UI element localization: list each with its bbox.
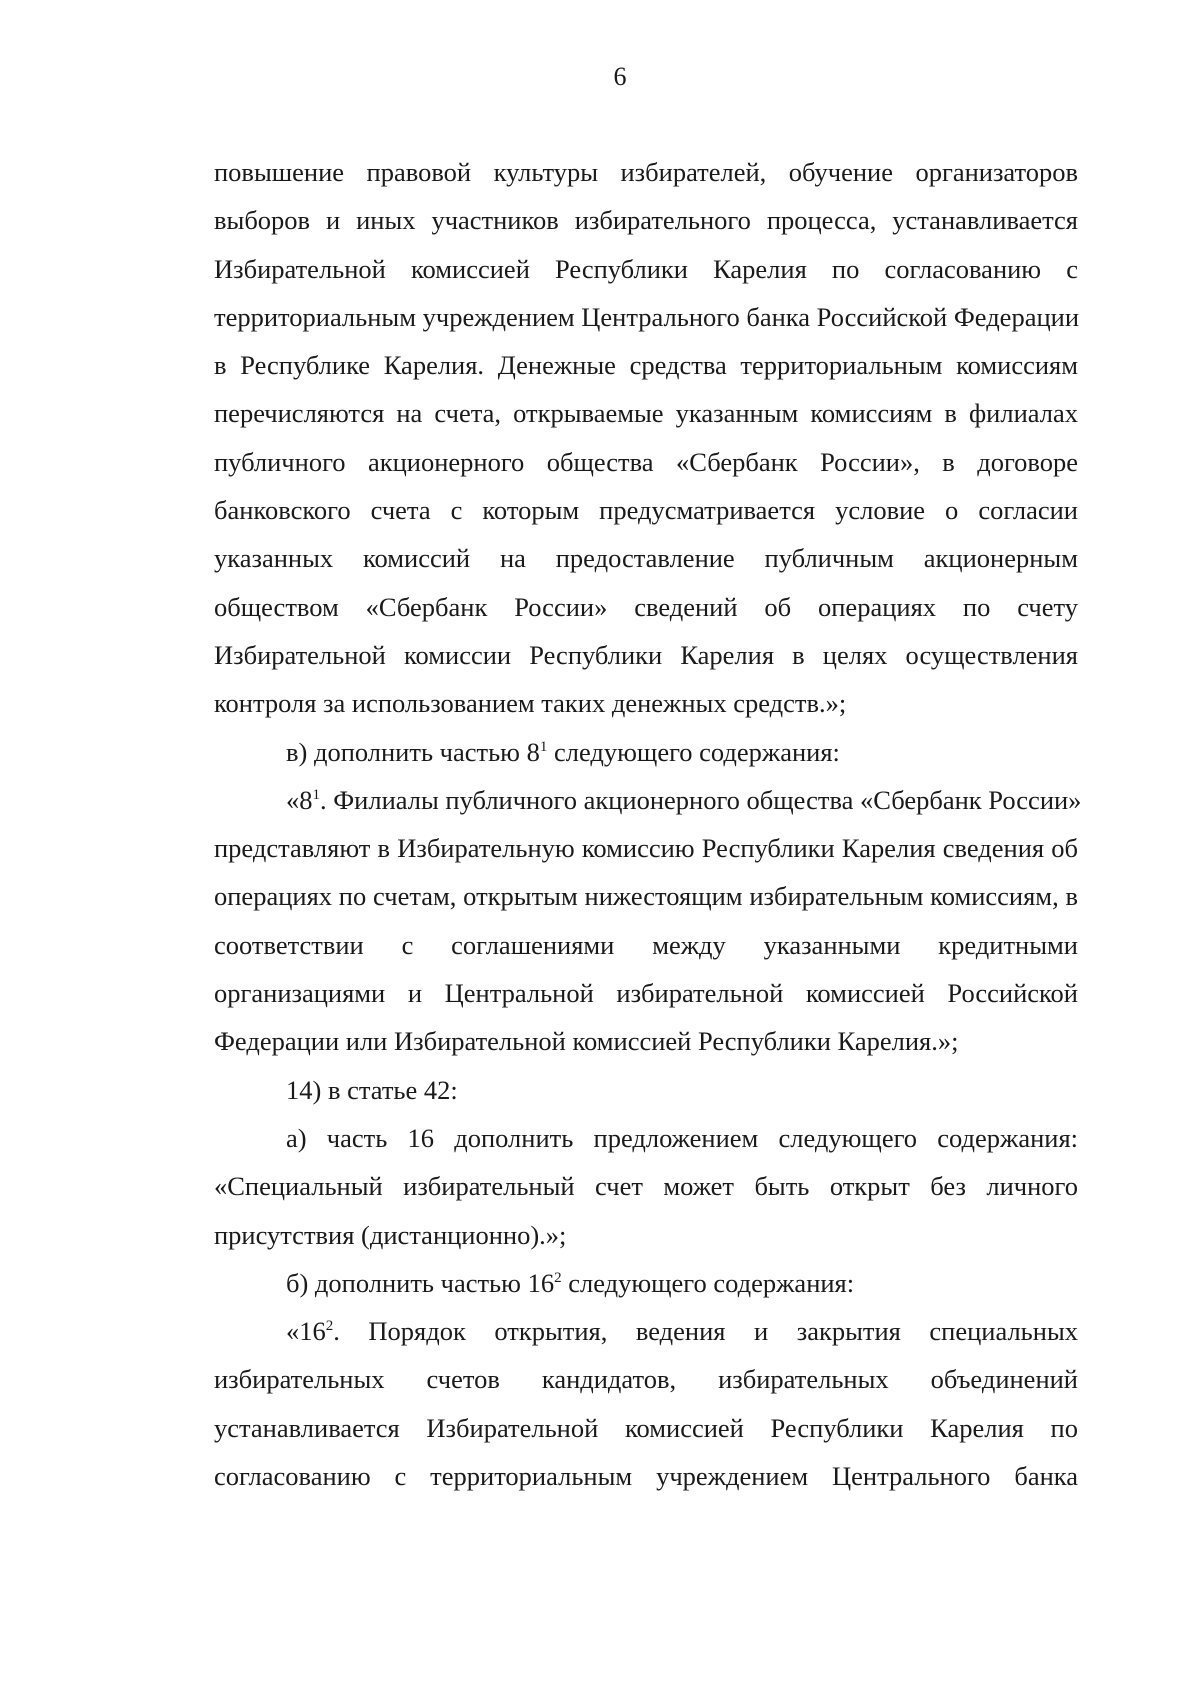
superscript: 2 [554,1270,562,1286]
text-line [214,196,1078,244]
superscript: 2 [325,1318,334,1335]
text-line-main: а) часть 16 дополнить предложением следующего содержания: [286,1122,1078,1153]
text-line [214,1017,1078,1065]
text-line [214,1066,1078,1114]
text-line [214,1211,1078,1259]
text-line-main: 14) в статье 42: [286,1074,458,1105]
text-line [214,1355,1078,1403]
text-line-main: согласованию с территориальным учреждением Центрального банка [214,1461,1078,1492]
text-line-main: Федерации или Избирательной комиссией Республики Карелия.»; [214,1026,959,1057]
text-line-main: контроля за использованием таких денежных средств.»; [214,688,847,719]
text-line-main: банковского счета с которым предусматривается условие о согласии [214,495,1078,526]
text-line-main: операциях по счетам, открытым нижестоящим избирательным комиссиям, в [214,881,1078,912]
text-line [214,583,1078,631]
text-line [214,824,1078,872]
text-line-main: организациями и Центральной избирательной комиссией Российской [214,978,1078,1009]
text-line-main: обществом «Сбербанк России» сведений об операциях по счету [214,591,1078,622]
text-line [214,728,1078,776]
text-line-main: избирательных счетов кандидатов, избирательных объединений [214,1364,1078,1395]
text-line [214,1307,1078,1355]
text-line [214,1452,1078,1500]
text-line-continuation: следующего содержания: [547,736,840,767]
text-line-main: «16 [286,1316,326,1347]
text-line [214,1114,1078,1162]
text-line-continuation: следующего содержания: [561,1267,855,1298]
text-line [214,631,1078,679]
text-line-main: выборов и иных участников избирательного процесса, устанавливается [214,205,1078,236]
text-line [214,486,1078,534]
text-line-main: публичного акционерного общества «Сбербанк России», в договоре [214,446,1078,477]
text-line-main: «8 [286,784,313,815]
text-line [214,341,1078,389]
text-line-main: устанавливается Избирательной комиссией Республики Карелия по [214,1412,1078,1443]
text-line [214,872,1078,920]
text-line [214,1259,1078,1307]
text-line-continuation: . Порядок открытия, ведения и закрытия специальных [333,1316,1078,1347]
text-line-main: представляют в Избирательную комиссию Республики Карелия сведения об [214,833,1078,864]
text-line-main: Избирательной комиссии Республики Карелия в целях осуществления [214,639,1078,670]
text-line [214,293,1078,341]
text-line [214,1162,1078,1210]
text-line-main: соответствии с соглашениями между указанными кредитными [214,929,1078,960]
text-line-continuation: . Филиалы публичного акционерного общества «Сбербанк России» [320,784,1082,815]
superscript: 1 [312,787,320,804]
text-line [214,245,1078,293]
document-body [214,148,1082,1500]
text-line [214,438,1078,486]
text-line-main: указанных комиссий на предоставление публичным акционерным [214,543,1078,574]
text-line-main: территориальным учреждением Центрального банка Российской Федерации [214,301,1080,332]
text-line-main: перечисляются на счета, открываемые указанным комиссиям в филиалах [214,398,1078,429]
page-number: 6 [613,62,627,91]
text-line-main: в Республике Карелия. Денежные средства территориальным комиссиям [214,350,1078,381]
superscript: 1 [539,738,548,755]
text-line-main: повышение правовой культуры избирателей, обучение организаторов [214,157,1078,187]
text-line-main: «Специальный избирательный счет может быть открыт без личного [214,1171,1078,1202]
text-line [214,776,1082,824]
text-line [214,969,1078,1017]
text-line [214,679,1078,727]
text-line [214,921,1078,969]
text-line-main: б) дополнить частью 16 [286,1267,555,1298]
text-line [214,1404,1078,1452]
text-line [214,389,1078,437]
text-line [214,148,1078,196]
text-line-main: Избирательной комиссией Республики Карелия по согласованию с [214,253,1078,284]
text-line-main: присутствия (дистанционно).»; [214,1219,567,1250]
text-line-main: в) дополнить частью 8 [286,736,540,767]
text-line [214,534,1078,582]
